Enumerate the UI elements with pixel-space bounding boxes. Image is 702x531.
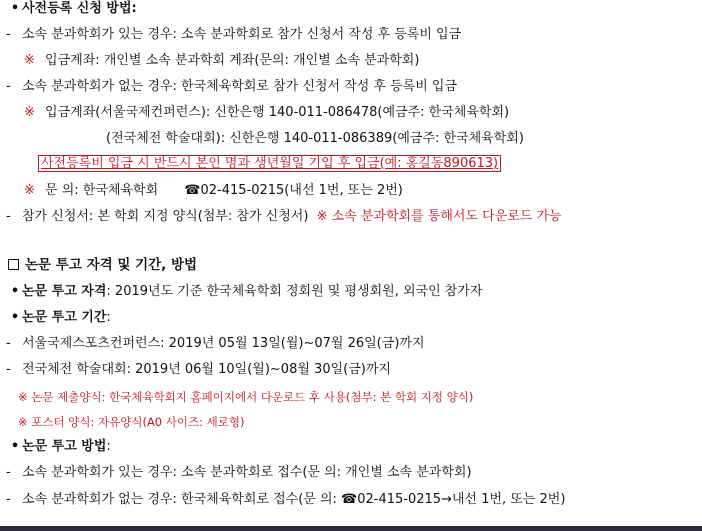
paper-submission-title: 논문 투고 자격 및 기간, 방법 bbox=[25, 257, 198, 273]
deposit-warning-line bbox=[38, 155, 501, 173]
registration-line-without-society bbox=[6, 78, 457, 96]
registration-account-note-line bbox=[24, 52, 419, 70]
paper-submission-title-line bbox=[8, 256, 197, 274]
registration-without-society-text: 소속 분과학회가 없는 경우: 한국체육학회로 참가 신청서 작성 후 등록비 입금 bbox=[22, 79, 458, 94]
bullet-icon: • bbox=[10, 310, 20, 325]
deposit-warning: 사전등록비 입금 시 반드시 본인 명과 생년월일 기입 후 입금(예: 홍길동890613) bbox=[38, 155, 501, 172]
method-without-society-text: 소속 분과학회가 없는 경우: 한국체육학회로 접수(문 의: ☎02-415-0215→내선 1번, 또는 2번) bbox=[22, 492, 566, 507]
dash-marker: - bbox=[6, 465, 11, 480]
application-form-line bbox=[6, 208, 562, 226]
period-colon: : bbox=[106, 310, 111, 325]
qualification-value: : 2019년도 기준 한국체육학회 정회원 및 평생회원, 외국인 참가자 bbox=[106, 284, 483, 299]
submission-format-note: ※ 논문 제출양식: 한국체육학회지 홈페이지에서 다운로드 후 사용(첨부: 본 학회 지정 양식) bbox=[18, 390, 474, 404]
dash-marker: - bbox=[6, 79, 11, 94]
method-heading-line bbox=[8, 438, 111, 456]
reference-mark-icon: ※ bbox=[24, 105, 35, 120]
registration-with-society-text: 소속 분과학회가 있는 경우: 소속 분과학회로 참가 신청서 작성 후 등록비 입금 bbox=[22, 27, 462, 42]
method-with-society-text: 소속 분과학회가 있는 경우: 소속 분과학회로 접수(문 의: 개인별 소속 분과학회) bbox=[22, 465, 472, 480]
poster-format-note-line bbox=[18, 413, 244, 432]
bullet-icon: • bbox=[10, 1, 20, 16]
registration-heading-line bbox=[8, 0, 137, 18]
reference-mark-icon: ※ bbox=[24, 183, 35, 198]
dash-marker: - bbox=[6, 362, 11, 377]
method-label: 논문 투고 방법 bbox=[22, 439, 107, 454]
period-seoul-text: 서울국제스포츠컨퍼런스: 2019년 05월 13일(월)~07월 26일(금)까지 bbox=[22, 336, 425, 351]
dash-marker: - bbox=[6, 209, 11, 224]
account-line-seoul bbox=[24, 104, 509, 122]
application-form-text: 참가 신청서: 본 학회 지정 양식(첨부: 참가 신청서) bbox=[22, 209, 309, 224]
submission-format-note-line bbox=[18, 388, 473, 407]
square-bullet-icon bbox=[8, 259, 19, 270]
period-national-line bbox=[6, 361, 391, 379]
reference-mark-icon: ※ bbox=[24, 53, 35, 68]
registration-line-with-society bbox=[6, 26, 461, 44]
dash-marker: - bbox=[6, 336, 11, 351]
bullet-icon: • bbox=[10, 439, 20, 454]
poster-format-note: ※ 포스터 양식: 자유양식(A0 사이즈: 세로형) bbox=[18, 415, 245, 429]
registration-heading: 사전등록 신청 방법: bbox=[22, 1, 137, 16]
contact-label: 문 의: 한국체육학회 bbox=[45, 183, 159, 198]
period-label: 논문 투고 기간 bbox=[22, 310, 107, 325]
bullet-icon: • bbox=[10, 284, 20, 299]
period-heading-line bbox=[8, 309, 111, 327]
method-with-society-line bbox=[6, 464, 472, 482]
method-without-society-line bbox=[6, 491, 565, 509]
contact-line bbox=[24, 182, 403, 200]
account-seoul-text: 입금계좌(서울국제컨퍼런스): 신한은행 140-011-086478(예금주: 한국체육학회) bbox=[45, 105, 510, 120]
qualification-line bbox=[8, 283, 482, 301]
contact-phone: ☎02-415-0215(내선 1번, 또는 2번) bbox=[184, 183, 403, 198]
dash-marker: - bbox=[6, 27, 11, 42]
period-national-text: 전국체전 학술대회: 2019년 06월 10일(월)~08월 30일(금)까지 bbox=[22, 362, 391, 377]
account-national-text: (전국체전 학술대회): 신한은행 140-011-086389(예금주: 한국체육학회) bbox=[106, 131, 524, 146]
account-line-national bbox=[106, 130, 524, 148]
method-colon: : bbox=[106, 439, 111, 454]
bottom-border-bar bbox=[0, 526, 702, 531]
application-form-note: ※ 소속 분과학회를 통해서도 다운로드 가능 bbox=[316, 209, 562, 224]
dash-marker: - bbox=[6, 492, 11, 507]
account-note-text: 입금계좌: 개인별 소속 분과학회 계좌(문의: 개인별 소속 분과학회) bbox=[45, 53, 420, 68]
period-seoul-line bbox=[6, 335, 425, 353]
qualification-label: 논문 투고 자격 bbox=[22, 284, 107, 299]
